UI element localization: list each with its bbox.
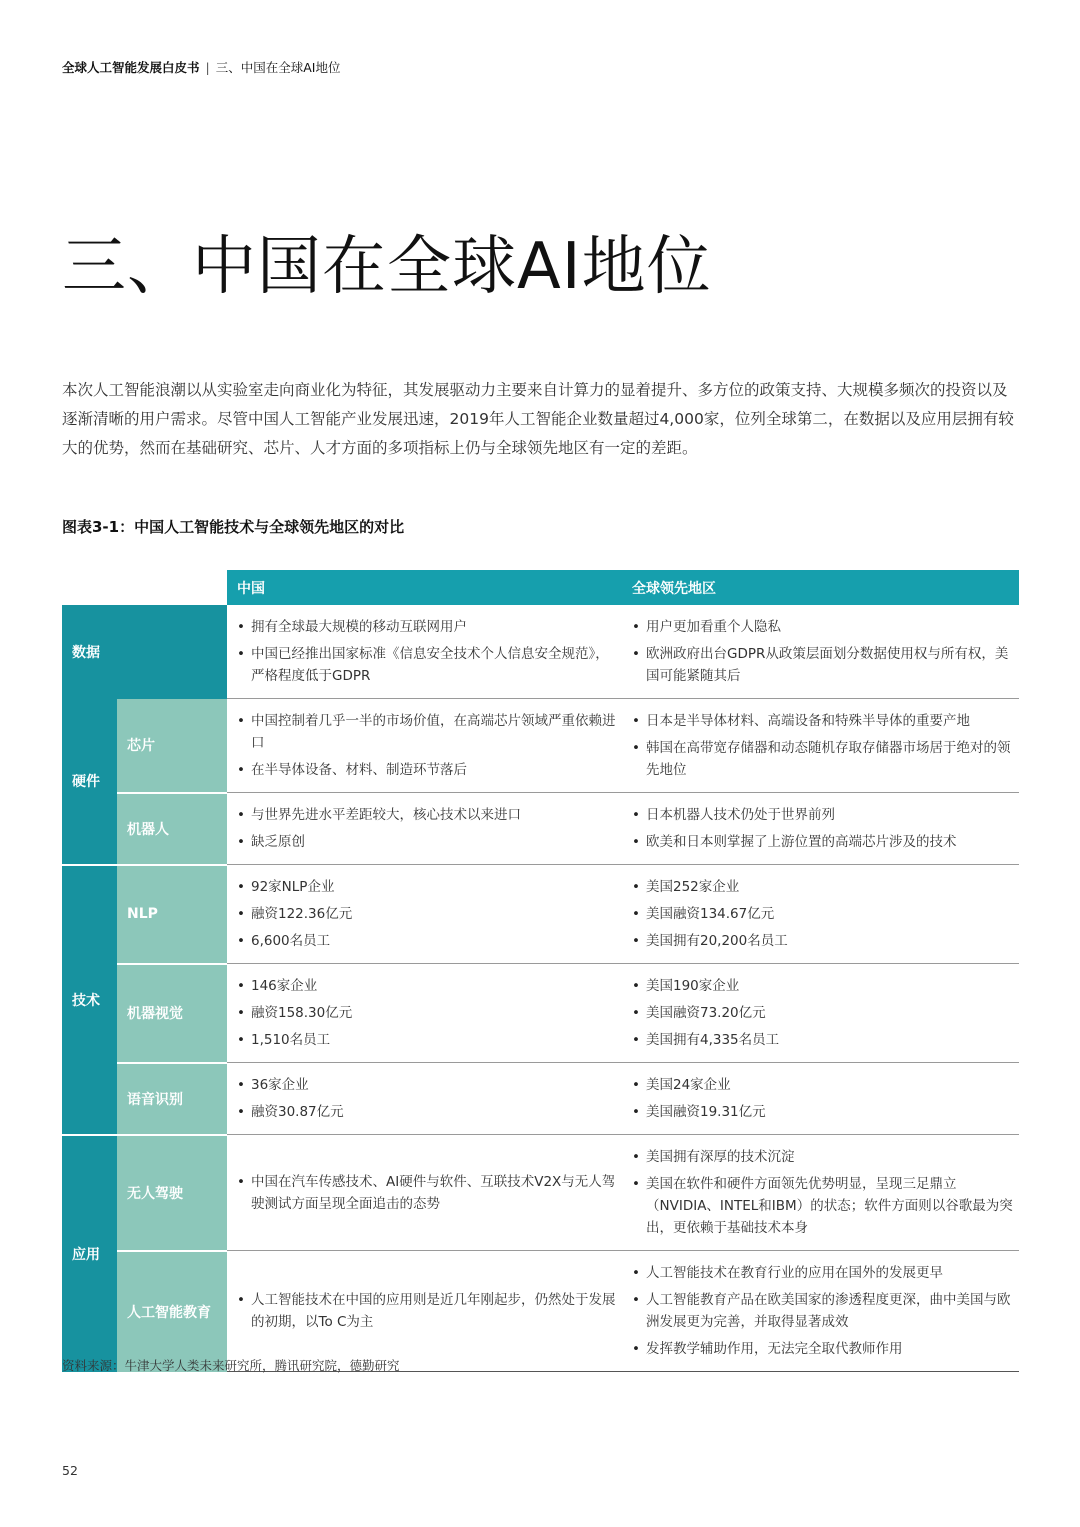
bullet-list xyxy=(235,1289,618,1333)
bullet-item: • 人工智能技术在中国的应用则是近几年刚起步，仍然处于发展的初期，以To C为主 xyxy=(235,1289,618,1333)
table-row xyxy=(62,1135,1019,1251)
bullet-item: • 日本是半导体材料、高端设备和特殊半导体的重要产地 xyxy=(630,710,1015,732)
column-header-global: 全球领先地区 xyxy=(622,570,1019,605)
subcategory-robot: 机器人 xyxy=(117,793,227,865)
bullet-list xyxy=(235,1171,618,1215)
bullet-item: • 人工智能教育产品在欧美国家的渗透程度更深，曲中美国与欧洲发展更为完善，并取得显著成效 xyxy=(630,1289,1015,1333)
subcategory-autonomous: 无人驾驶 xyxy=(117,1135,227,1251)
cell-global xyxy=(622,1063,1019,1135)
cell-global xyxy=(622,964,1019,1063)
table-row xyxy=(62,699,1019,793)
figure-caption: 图表3-1：中国人工智能技术与全球领先地区的对比 xyxy=(62,518,405,536)
cell-china xyxy=(227,793,622,865)
bullet-item: • 人工智能技术在教育行业的应用在国外的发展更早 xyxy=(630,1262,1015,1284)
cell-china xyxy=(227,964,622,1063)
bullet-list xyxy=(630,975,1015,1051)
subcategory-chip: 芯片 xyxy=(117,699,227,793)
cell-china xyxy=(227,605,622,699)
table-row xyxy=(62,605,1019,699)
book-title: 全球人工智能发展白皮书 xyxy=(62,60,200,75)
subcategory-speech: 语音识别 xyxy=(117,1063,227,1135)
bullet-item: • 中国控制着几乎一半的市场价值，在高端芯片领域严重依赖进口 xyxy=(235,710,618,754)
bullet-item: • 美国24家企业 xyxy=(630,1074,1015,1096)
cell-china xyxy=(227,699,622,793)
cell-china xyxy=(227,1135,622,1251)
cell-global xyxy=(622,699,1019,793)
bullet-item: • 拥有全球最大规模的移动互联网用户 xyxy=(235,616,618,638)
bullet-item: • 美国252家企业 xyxy=(630,876,1015,898)
table-row xyxy=(62,793,1019,865)
bullet-list xyxy=(235,616,618,687)
bullet-list xyxy=(630,1146,1015,1239)
table-row xyxy=(62,865,1019,964)
bullet-item: • 92家NLP企业 xyxy=(235,876,618,898)
bullet-item: • 缺乏原创 xyxy=(235,831,618,853)
subcategory-vision: 机器视觉 xyxy=(117,964,227,1063)
bullet-list xyxy=(235,710,618,781)
bullet-item: • 美国融资134.67亿元 xyxy=(630,903,1015,925)
header-blank xyxy=(62,570,227,605)
bullet-list xyxy=(235,1074,618,1123)
bullet-item: • 美国拥有20,200名员工 xyxy=(630,930,1015,952)
cell-china xyxy=(227,1251,622,1372)
bullet-item: • 欧美和日本则掌握了上游位置的高端芯片涉及的技术 xyxy=(630,831,1015,853)
bullet-item: • 中国在汽车传感技术、AI硬件与软件、互联技术V2X与无人驾驶测试方面呈现全面追击的态势 xyxy=(235,1171,618,1215)
bullet-item: • 与世界先进水平差距较大，核心技术以来进口 xyxy=(235,804,618,826)
bullet-list xyxy=(235,975,618,1051)
bullet-item: • 用户更加看重个人隐私 xyxy=(630,616,1015,638)
cell-china xyxy=(227,865,622,964)
running-header xyxy=(62,58,340,76)
bullet-item: • 在半导体设备、材料、制造环节落后 xyxy=(235,759,618,781)
bullet-item: • 欧洲政府出台GDPR从政策层面划分数据使用权与所有权，美国可能紧随其后 xyxy=(630,643,1015,687)
category-app: 应用 xyxy=(62,1135,117,1372)
column-header-china: 中国 xyxy=(227,570,622,605)
intro-paragraph: 本次人工智能浪潮以从实验室走向商业化为特征，其发展驱动力主要来自计算力的显着提升、多方位的政策支持、大规模多频次的投资以及逐渐清晰的用户需求。尽管中国人工智能产业发展迅速，2019年人工智能企业数量超过4,000家，位列全球第二，在数据以及应用层拥有较大的优势，然而在基础研究、芯片、人才方面的多项指标上仍与全球领先地区有一定的差距。 xyxy=(62,381,1014,457)
category-tech: 技术 xyxy=(62,865,117,1135)
bullet-item: • 美国拥有4,335名员工 xyxy=(630,1029,1015,1051)
cell-global xyxy=(622,793,1019,865)
bullet-list xyxy=(630,804,1015,853)
bullet-item: • 1,510名员工 xyxy=(235,1029,618,1051)
bullet-list xyxy=(630,876,1015,952)
table-row xyxy=(62,1251,1019,1372)
bullet-item: • 发挥教学辅助作用，无法完全取代教师作用 xyxy=(630,1338,1015,1360)
bullet-item: • 6,600名员工 xyxy=(235,930,618,952)
bullet-list xyxy=(630,616,1015,687)
cell-global xyxy=(622,605,1019,699)
table-row xyxy=(62,1063,1019,1135)
bullet-item: • 融资122.36亿元 xyxy=(235,903,618,925)
bullet-item: • 融资158.30亿元 xyxy=(235,1002,618,1024)
table-header-row xyxy=(62,570,1019,605)
bullet-list xyxy=(630,710,1015,781)
chapter-title: 三、中国在全球AI地位 xyxy=(62,230,712,304)
bullet-item: • 美国拥有深厚的技术沉淀 xyxy=(630,1146,1015,1168)
comparison-table xyxy=(62,570,1019,1372)
header-section: 三、中国在全球AI地位 xyxy=(215,60,341,75)
bullet-item: • 韩国在高带宽存储器和动态随机存取存储器市场居于绝对的领先地位 xyxy=(630,737,1015,781)
bullet-item: • 融资30.87亿元 xyxy=(235,1101,618,1123)
bullet-item: • 美国融资19.31亿元 xyxy=(630,1101,1015,1123)
cell-global xyxy=(622,1251,1019,1372)
bullet-list xyxy=(235,804,618,853)
subcategory-education: 人工智能教育 xyxy=(117,1251,227,1372)
bullet-list xyxy=(630,1262,1015,1360)
bullet-item: • 美国190家企业 xyxy=(630,975,1015,997)
category-data: 数据 xyxy=(62,605,227,699)
cell-global xyxy=(622,865,1019,964)
bullet-item: • 36家企业 xyxy=(235,1074,618,1096)
header-separator: | xyxy=(205,60,210,75)
subcategory-nlp: NLP xyxy=(117,865,227,964)
bullet-item: • 美国融资73.20亿元 xyxy=(630,1002,1015,1024)
cell-china xyxy=(227,1063,622,1135)
bullet-item: • 日本机器人技术仍处于世界前列 xyxy=(630,804,1015,826)
bullet-item: • 美国在软件和硬件方面领先优势明显，呈现三足鼎立（NVIDIA、INTEL和IBM）的状态；软件方面则以谷歌最为突出，更依赖于基础技术本身 xyxy=(630,1173,1015,1239)
table-row xyxy=(62,964,1019,1063)
bullet-list xyxy=(630,1074,1015,1123)
page-number: 52 xyxy=(62,1463,78,1478)
bullet-item: • 中国已经推出国家标准《信息安全技术个人信息安全规范》，严格程度低于GDPR xyxy=(235,643,618,687)
source-note: 资料来源：牛津大学人类未来研究所，腾讯研究院，德勤研究 xyxy=(62,1358,400,1373)
category-hardware: 硬件 xyxy=(62,699,117,865)
bullet-list xyxy=(235,876,618,952)
bullet-item: • 146家企业 xyxy=(235,975,618,997)
cell-global xyxy=(622,1135,1019,1251)
